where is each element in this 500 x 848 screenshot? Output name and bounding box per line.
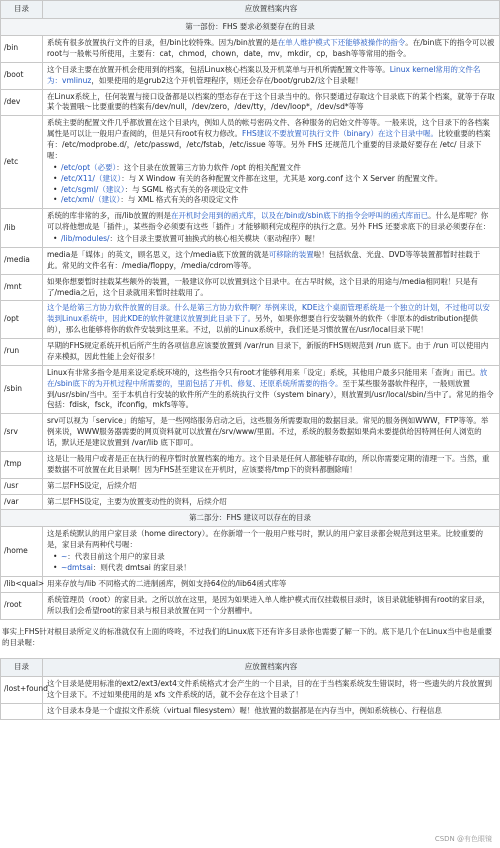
desc-srv: srv可以视为「service」的缩写，是一些网络服务启动之后，这些服务所需要取用的数据目录。常见的服务例如WWW，FTP等等。举例来说，WWW服务器需要的网页资料就可以放置在/srv/www/里面。不过，系统的服务数据如果尚未要提供给因特网任何人浏览的话，默认还是建议放置到 /var/lib 底下即可。: [43, 414, 500, 452]
desc-dev: 在Linux系统上，任何装置与接口设备都是以档案的型态存在于这个目录当中的。你只要通过存取这个目录底下的某个档案，就等于存取某个装置哦～比要重要的档案有/dev/null，/dev/zero，/dev/tty，/dev/loop*，/dev/sd*等等: [43, 89, 500, 116]
table-row: [1, 209, 500, 248]
link-text[interactable]: 在单人维护模式下还能够被操作的指令: [277, 38, 406, 47]
desc-lib: 系统的库非常的多，而/lib放置的则是在开机时会用到的函式库，以及在/bin或/sbin底下的指令会呼叫的函式库而已。什么是库呢？你可以将他想成是「插件」，某些指令必须要有这些「插件」才能够顺利完成程序的执行之意。另外 FHS 还要求底下的目录必须要存在： • /lib/modules/：这个目录主要放置可抽换式的核心相关模块（驱动程序）喔！: [43, 209, 500, 248]
table-row: [1, 36, 500, 63]
desc-boot: 这个目录主要在放置开机会使用到的档案，包括Linux核心档案以及开机菜单与开机所需配置文件等等。Linux kernel常用的文件名为：vmlinuz，如果使用的是grub2这个开机管理程序，则还会存在/boot/grub2/这个目录喔！: [43, 62, 500, 89]
desc-tmp: 这是让一般用户或者是正在执行的程序暂时放置档案的地方。这个目录是任何人都能够存取的，所以你需要定期的清理一下。当然，重要数据不可放置在此目录啊！因为FHS甚至建议在开机时，应该要将/tmp下的资料都删除唷！: [43, 451, 500, 478]
desc-bin: 系统有很多放置执行文件的目录，但/bin比较特殊。因为/bin放置的是在单人维护模式下还能够被操作的指令。在/bin底下的指令可以被root与一般帐号所使用，主要有：cat，chmod，chown，date，mv，mkdir，cp，bash等等常用的指令。: [43, 36, 500, 63]
link-text[interactable]: 在开机时会用到的函式库，以及在/bin或/sbin底下的指令会呼叫的函式库而已: [170, 211, 429, 221]
table-row: [1, 451, 500, 478]
list-item: • /lib/modules/：这个目录主要放置可抽换式的核心相关模块（驱动程序）喔！: [53, 234, 495, 245]
dir-boot: /boot: [1, 62, 43, 89]
section-header: 第一部份：FHS 要求必须要存在的目录: [1, 19, 500, 36]
dir-lost-found: /lost+found: [1, 677, 43, 704]
section-header: 第二部分：FHS 建议可以存在的目录: [1, 510, 500, 527]
table-header: [1, 659, 500, 677]
dir-dev: /dev: [1, 89, 43, 116]
desc-libqual: 用来存放与/lib 不同格式的二进制函库，例如支持64位的/lib64函式库等: [43, 576, 500, 592]
desc-home: 这是系统默认的用户家目录（home directory）。在你新增一个一般用户账号时，默认的用户家目录都会规范到这里来。比较重要的是，家目录有两种代号喔： • ~：代表目前这个用户的家目录 • ~dmtsai：则代表 dmtsai 的家目录！: [43, 527, 500, 577]
dir-lib: /lib: [1, 209, 43, 248]
table-row: [1, 247, 500, 274]
home-code-list: [53, 552, 495, 574]
col-header-dir: 目录: [1, 659, 43, 677]
table-row: [1, 365, 500, 414]
list-item: • /etc/xml/（建议）：与 XML 格式有关的各项设定文件: [53, 195, 495, 206]
dir-var: /var: [1, 494, 43, 510]
link-text[interactable]: Linux kernel常用的文件名为：vmlinuz: [47, 64, 481, 85]
desc-usr: 第二层FHS设定，后续介绍: [43, 478, 500, 494]
col-header-dir: 目录: [1, 1, 43, 19]
dir-srv: /srv: [1, 414, 43, 452]
desc-root: 系统管理员（root）的家目录。之所以放在这里，是因为如果进入单人维护模式而仅挂载根目录时，该目录就能够拥有root的家目录，所以我们会希望root的家目录与根目录放置在同一个分割槽中。: [43, 592, 500, 619]
dir-media: /media: [1, 247, 43, 274]
dir-home: /home: [1, 527, 43, 577]
dir-usr: /usr: [1, 478, 43, 494]
dir-mnt: /mnt: [1, 274, 43, 301]
list-item: • /etc/opt（必要）：这个目录在放置第三方协力软件 /opt 的相关配置文件: [53, 163, 495, 174]
table-row: [1, 677, 500, 704]
table-row: [1, 494, 500, 510]
link-text[interactable]: 放在/sbin底下的为开机过程中所需要的，里面包括了开机、修复、还原系统所需要的指令。: [47, 367, 488, 388]
desc-lost-found: 这个目录是使用标准的ext2/ext3/ext4文件系统格式才会产生的一个目录，目的在于当档案系统发生错误时，将一些遗失的片段放置到这个目录下。不过如果使用的是 xfs 文件系统的话，就不会存在这个目录了！: [43, 677, 500, 704]
dir-etc: /etc: [1, 116, 43, 209]
etc-subdir-list: [53, 163, 495, 207]
lib-subdir-list: [53, 234, 495, 245]
desc-mnt: 如果你想要暂时挂载某些额外的装置，一般建议你可以放置到这个目录中。在古早时候，这个目录的用途与/media相同啦！只是有了/media之后，这个目录就用来暂时挂载用了。: [43, 274, 500, 301]
dir-tmp: /tmp: [1, 451, 43, 478]
list-item: • ~dmtsai：则代表 dmtsai 的家目录！: [53, 563, 495, 574]
dir-libqual: /lib<qual>: [1, 576, 43, 592]
table-row: [1, 339, 500, 366]
table-row: [1, 274, 500, 301]
link-text[interactable]: FHS建议不要放置可执行文件（binary）在这个目录中喔。: [242, 129, 438, 139]
desc-sbin: Linux有非常多指令是用来设定系统环境的，这些指令只有root才能够利用来「设定」系统，其他用户最多只能用来「查询」而已。放在/sbin底下的为开机过程中所需要的，里面包括了开机、修复、还原系统所需要的指令。至于某些服务器软件程序，一般则放置到/usr/sbin/当中。至于本机自行安装的软件所产生的系统执行文件（system binary），则放置到/usr/local/sbin/当中了。常见的指令包括：fdisk，fsck，ifconfig，mkfs等等。: [43, 365, 500, 414]
table-row: [1, 301, 500, 339]
table-row: [1, 414, 500, 452]
fhs-table-2: [0, 658, 500, 720]
dir-partial: [1, 703, 43, 719]
col-header-content: 应放置档案内容: [43, 1, 500, 19]
desc-partial: 这个目录本身是一个虚拟文件系统（virtual filesystem）喔！他放置的数据都是在内存当中，例如系统核心、行程信息: [43, 703, 500, 719]
col-header-content: 应放置档案内容: [43, 659, 500, 677]
table-row: [1, 592, 500, 619]
table-row: [1, 89, 500, 116]
dir-root: /root: [1, 592, 43, 619]
watermark: CSDN @有色眼镜: [434, 835, 492, 843]
list-item: • /etc/sgml/（建议）：与 SGML 格式有关的各项设定文件: [53, 185, 495, 196]
table-row: [1, 527, 500, 577]
desc-media: media是「媒体」的英文，顾名思义，这个/media底下放置的就是可移除的装置啦！包括软盘、光盘、DVD等等装置都暂时挂载于此。常见的文件名有：/media/floppy，/media/cdrom等等。: [43, 247, 500, 274]
table-row: [1, 576, 500, 592]
desc-opt: 这个是给第三方协力软件放置的目录。什么是第三方协力软件啊？举例来说，KDE这个桌面管理系统是一个独立的计划，不过他可以安装到Linux系统中，因此KDE的软件就建议放置到此目录下了。另外，如果你想要自行安装额外的软件（非原本的distribution提供的），那么也能够将你的软件安装到这里来。不过，以前的Linux系统中，我们还是习惯放置在/usr/local目录下呢！: [43, 301, 500, 339]
table-row: [1, 478, 500, 494]
list-item: • /etc/X11/（建议）：与 X Window 有关的各种配置文件都在这里，尤其是 xorg.conf 这个 X Server 的配置文件。: [53, 174, 495, 185]
intro-paragraph: 事实上FHS针对根目录所定义的标准就仅有上面的咚咚，不过我们的Linux底下还有许多目录你也需要了解一下的。底下是几个在Linux当中也是重要的目录喔：: [2, 626, 493, 647]
table-header: [1, 1, 500, 19]
dir-bin: /bin: [1, 36, 43, 63]
dir-run: /run: [1, 339, 43, 366]
desc-run: 早期的FHS规定系统开机后所产生的各项信息应该要放置到 /var/run 目录下，新版的FHS则规范到 /run 底下。由于 /run 可以使用内存来模拟，因此性能上会好很多！: [43, 339, 500, 366]
dir-sbin: /sbin: [1, 365, 43, 414]
list-item: • ~：代表目前这个用户的家目录: [53, 552, 495, 563]
desc-var: 第二层FHS设定，主要为放置变动性的资料，后续介绍: [43, 494, 500, 510]
desc-etc: 系统主要的配置文件几乎都放置在这个目录内，例如人员的帐号密码文件、各种服务的启始文件等等。一般来说，这个目录下的各档案属性是可以让一般用户查阅的，但是只有root有权力修改。FHS建议不要放置可执行文件（binary）在这个目录中喔。比较重要的档案有：/etc/modprobe.d/，/etc/passwd，/etc/fstab，/etc/issue 等等。另外 FHS 还规范几个重要的目录最好要存在 /etc/ 目录下喔： • /etc/opt（必要）：这个目录在放置第三方协力软件 /opt 的相关配置文件 • /etc/X11/（建议）：与 X Window 有关的各种配置文件都在这里，尤其是 xorg.conf 这个 X Server 的配置文件。 • /etc/sgml/（建议）：与 SGML 格式有关的各项设定文件 • /etc/xml/（建议）：与 XML 格式有关的各项设定文件: [43, 116, 500, 209]
table-row: [1, 116, 500, 209]
link-text[interactable]: 可移除的装置: [268, 249, 314, 259]
table-row: [1, 62, 500, 89]
table-row: [1, 703, 500, 719]
dir-opt: /opt: [1, 301, 43, 339]
